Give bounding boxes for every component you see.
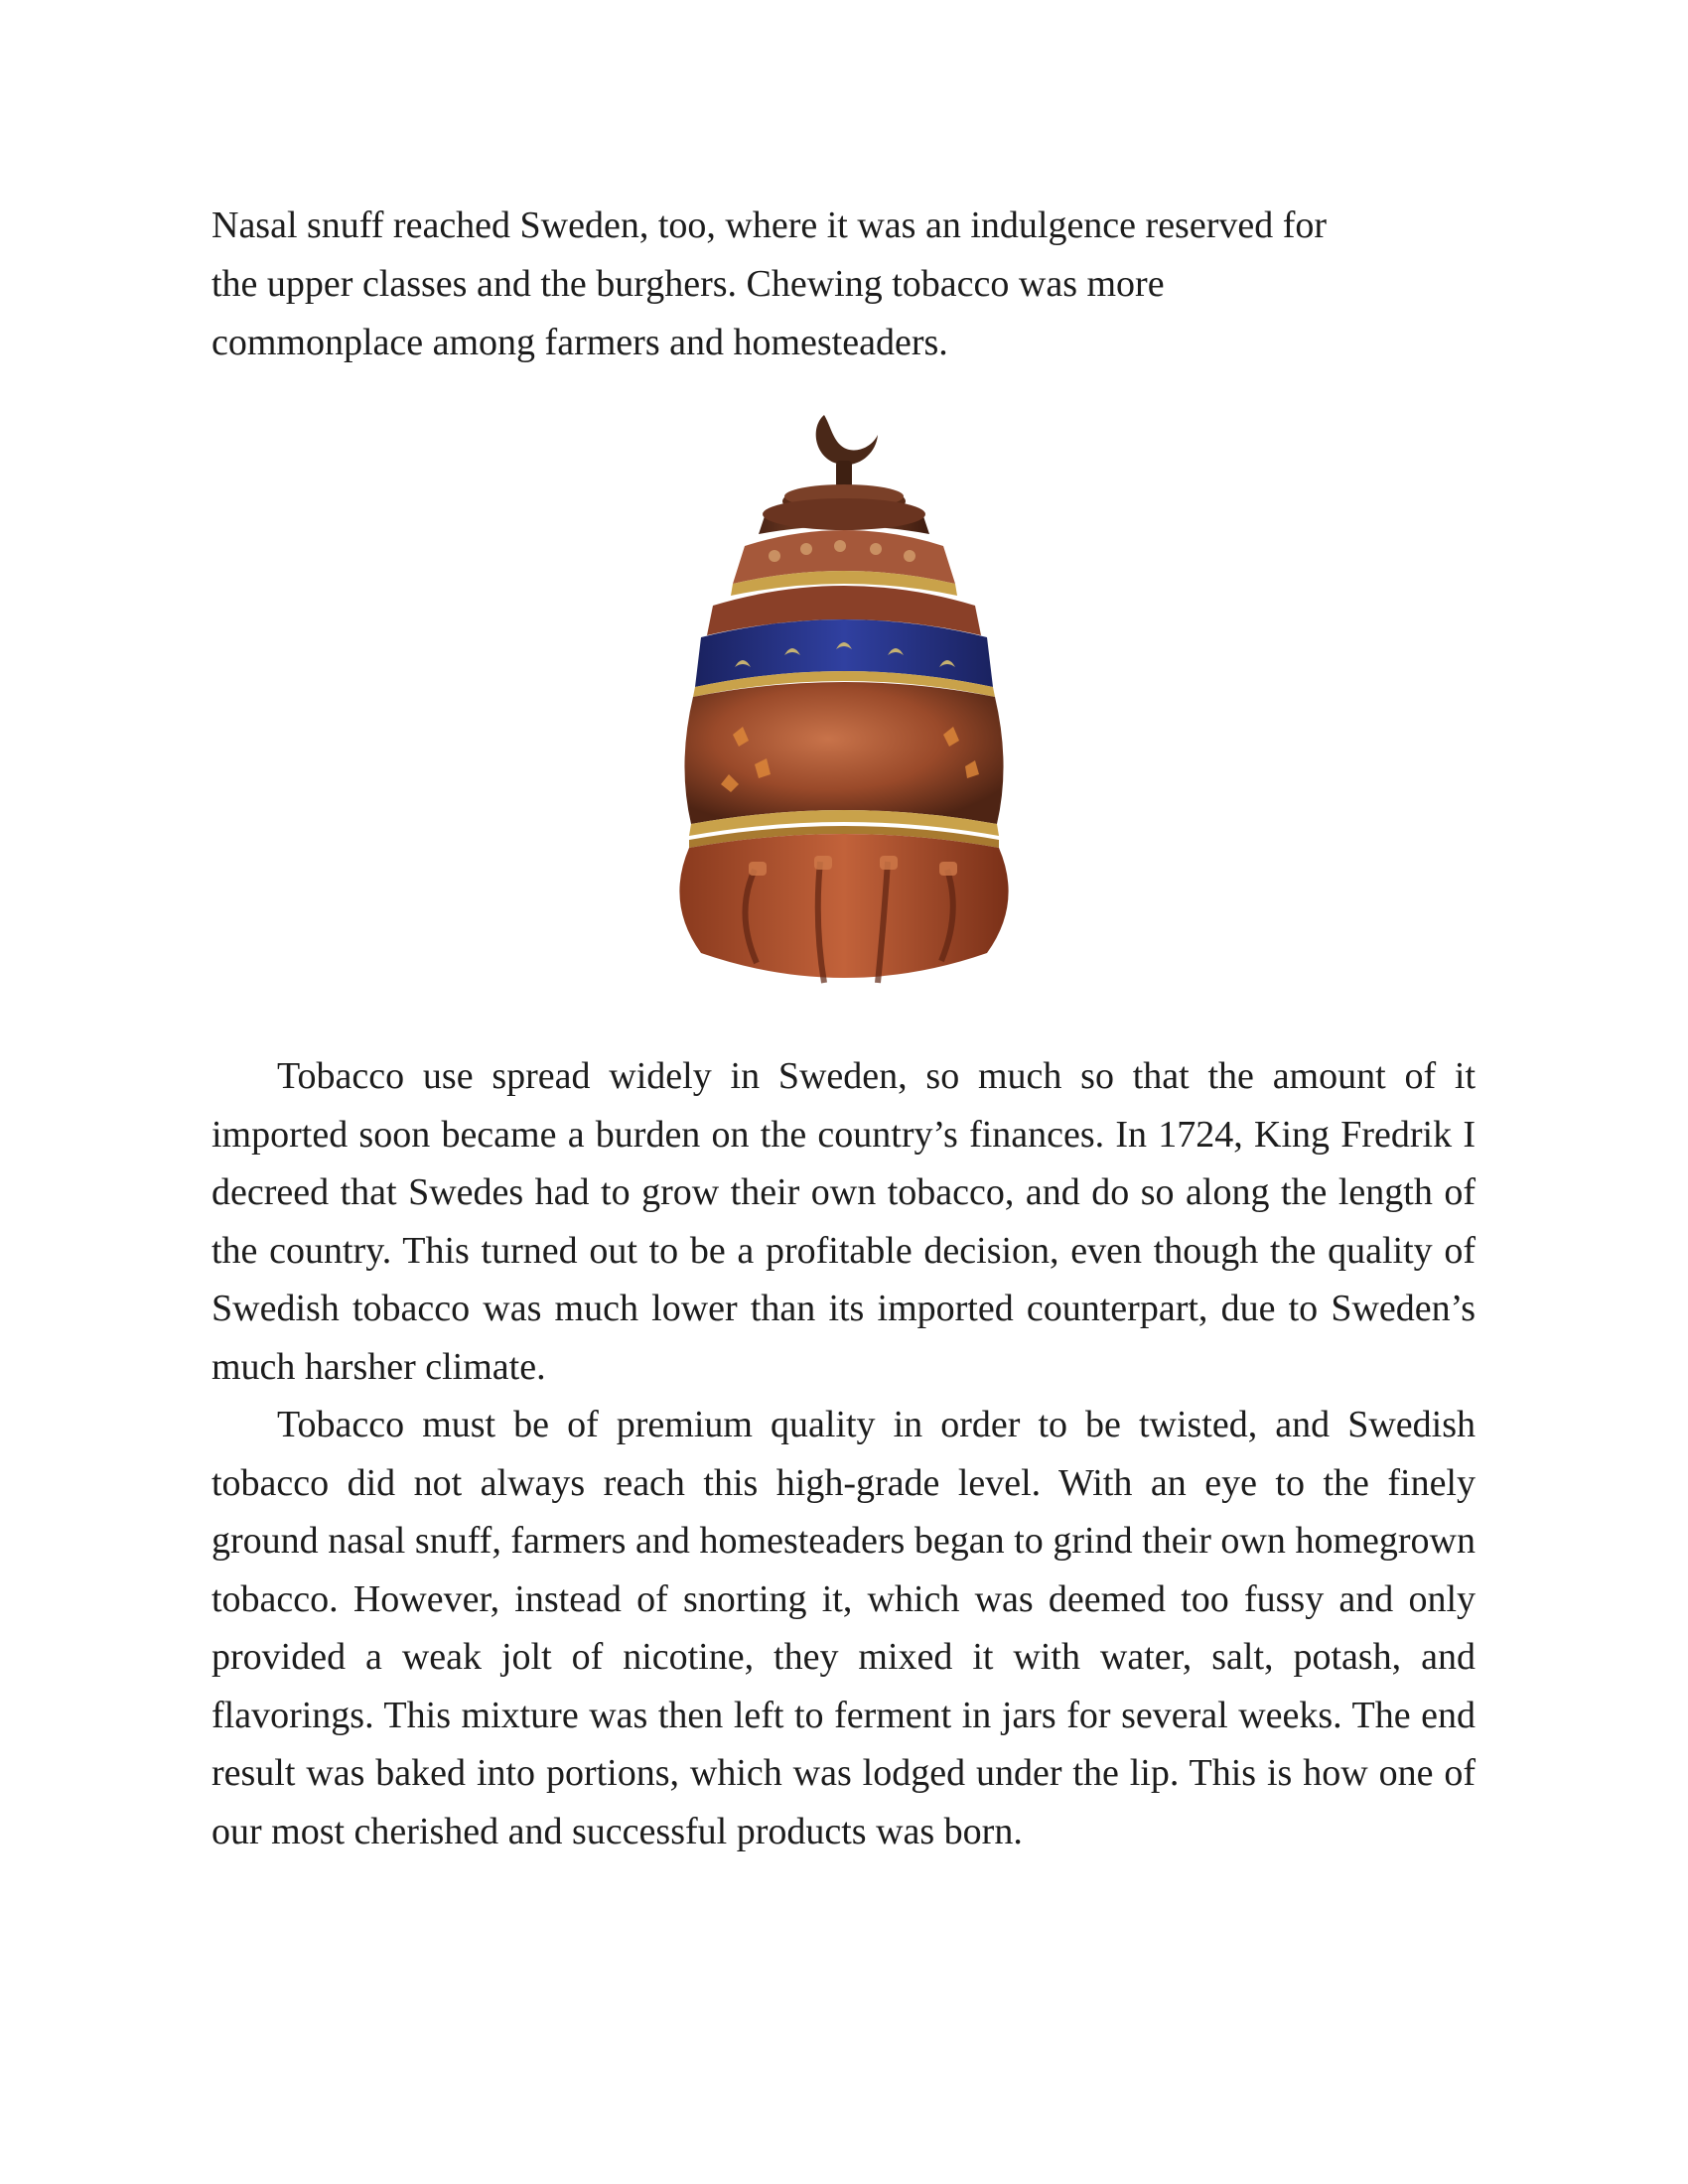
intro-paragraph [211, 197, 1482, 372]
paragraph: Tobacco must be of premium quality in order to be twisted, and Swedish tobacco did not always reach this high-grade level. With an eye to the finely ground nasal snuff, farmers and homesteaders began to grind their own homegrown tobacco. However, instead of snorting it, which was deemed too fussy and only provided a weak jolt of nicotine, they mixed it with water, salt, potash, and flavorings. This mixture was then left to ferment in jars for several weeks. The end result was baked into portions, which was lodged under the lip. This is how one of our most cherished and successful products was born. [211, 1404, 1476, 1852]
tobacco-jar-photo [586, 407, 1102, 1003]
intro-line: Nasal snuff reached Sweden, too, where it was an indulgence reserved for [211, 205, 1328, 246]
intro-line: commonplace among farmers and homesteaders. [211, 322, 948, 363]
tobacco-jar-icon [586, 407, 1102, 1003]
lid-knob [816, 415, 878, 488]
body-text [211, 1047, 1476, 1860]
paragraph: Tobacco use spread widely in Sweden, so much so that the amount of it imported soon became a burden on the country’s finances. In 1724, King Fredrik I decreed that Swedes had to grow their own tobacco, and do so along the length of the country. This turned out to be a profitable decision, even though the quality of Swedish tobacco was much lower than its imported counterpart, due to Sweden’s much harsher climate. [211, 1055, 1476, 1388]
intro-line: the upper classes and the burghers. Chewing tobacco was more [211, 263, 1165, 305]
